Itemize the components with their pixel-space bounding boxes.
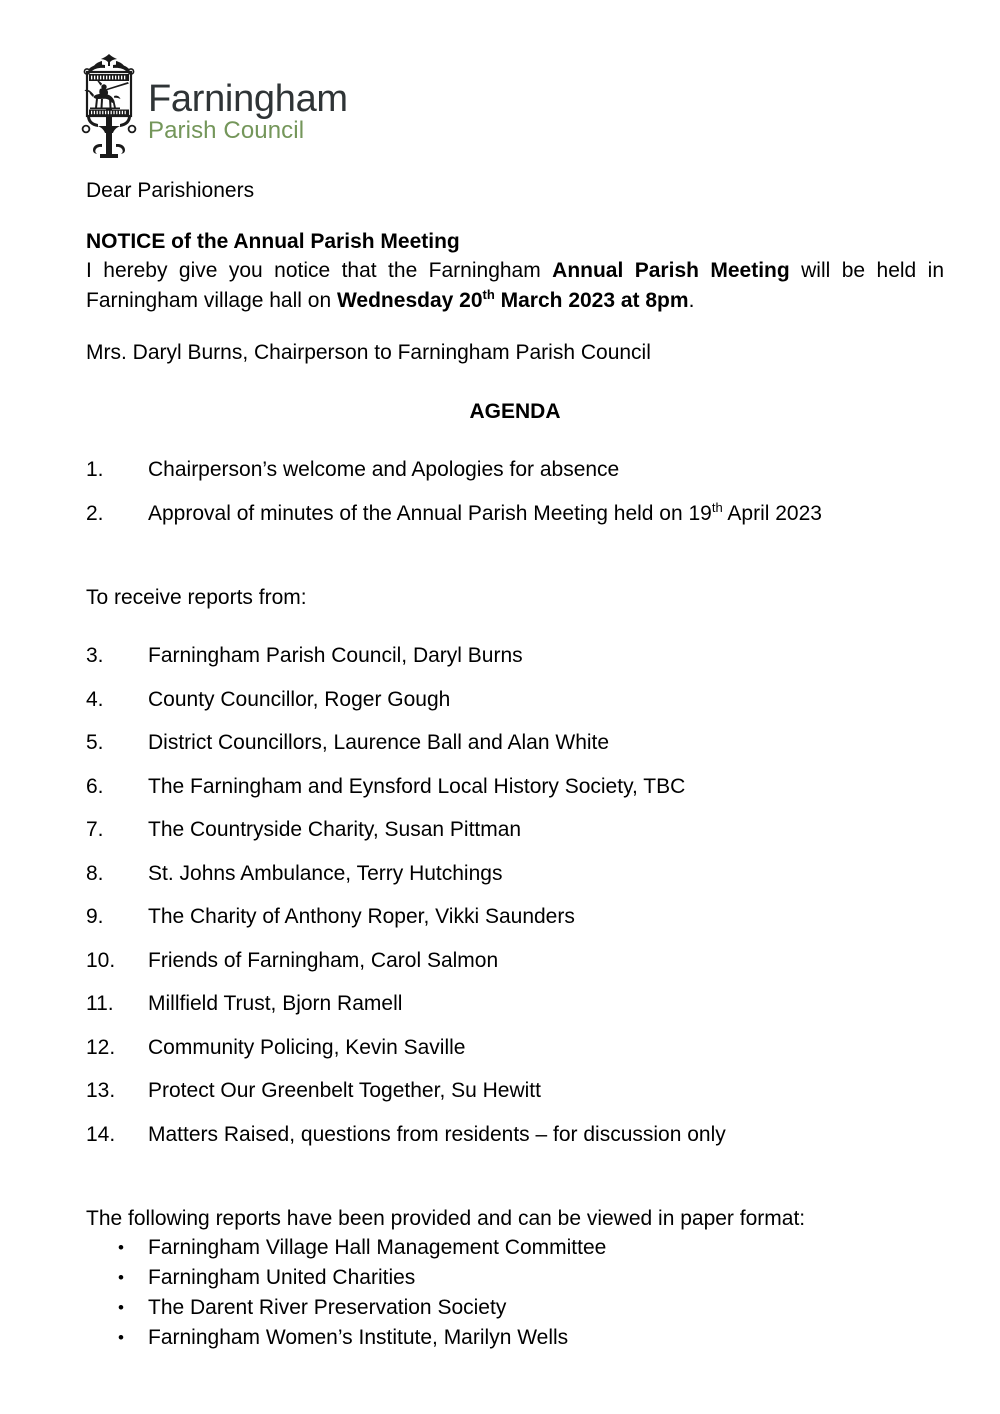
agenda-item-number: 14.	[86, 1122, 116, 1146]
list-item	[86, 1233, 944, 1262]
agenda-item-number: 10.	[86, 948, 116, 972]
agenda-item-number: 12.	[86, 1035, 116, 1059]
agenda-item-label: County Councillor, Roger Gough	[148, 687, 451, 711]
list-item-label: The Darent River Preservation Society	[148, 1296, 507, 1319]
meeting-date-post: March 2023 at 8pm	[494, 289, 689, 312]
agenda-item	[86, 642, 944, 670]
agenda-item	[86, 456, 944, 484]
agenda-item	[86, 990, 944, 1018]
notice-body	[86, 256, 944, 316]
agenda-item-label-pre: Approval of minutes of the Annual Parish Meeting held on 19	[148, 501, 712, 525]
agenda-item-number: 8.	[86, 861, 104, 885]
agenda-item	[86, 1121, 944, 1149]
agenda-item-label: District Councillors, Laurence Ball and Alan White	[148, 731, 610, 754]
agenda-item	[86, 1034, 944, 1062]
notice-heading: NOTICE of the Annual Parish Meeting	[86, 230, 460, 253]
notice-body-emphasis-date	[337, 289, 689, 312]
reports-intro: To receive reports from:	[86, 586, 307, 609]
list-item-label: Farningham Village Hall Management Committee	[148, 1236, 607, 1259]
organisation-name: Farningham	[148, 78, 348, 120]
agenda-item-label: Chairperson’s welcome and Apologies for absence	[148, 458, 620, 481]
agenda-item-number: 7.	[86, 818, 104, 841]
agenda-item-number: 9.	[86, 905, 104, 928]
agenda-item-number: 3.	[86, 644, 104, 667]
agenda-item-number: 11.	[86, 992, 114, 1015]
agenda-item-label: The Countryside Charity, Susan Pittman	[148, 818, 522, 841]
bullet-icon: •	[118, 1328, 124, 1347]
farningham-village-sign-icon	[78, 52, 140, 164]
agenda-item-label: The Charity of Anthony Roper, Vikki Saunders	[148, 905, 575, 928]
paper-reports-intro: The following reports have been provided and can be viewed in paper format:	[86, 1207, 806, 1230]
agenda-item	[86, 1077, 944, 1105]
notice-body-part3: .	[688, 289, 695, 312]
organisation-subtitle: Parish Council	[148, 117, 305, 144]
signatory: Mrs. Daryl Burns, Chairperson to Farningham Parish Council	[86, 341, 651, 364]
agenda-item-number: 1.	[86, 458, 104, 481]
list-item	[86, 1293, 944, 1322]
bullet-icon: •	[118, 1298, 124, 1317]
agenda-item-number: 4.	[86, 687, 104, 711]
letterhead	[78, 52, 348, 164]
agenda-item-label: Matters Raised, questions from residents – for discussion only	[148, 1122, 726, 1146]
salutation: Dear Parishioners	[86, 179, 255, 202]
agenda-list-primary	[86, 456, 944, 528]
bullet-icon: •	[118, 1268, 124, 1287]
notice-body-emphasis-meeting: Annual Parish Meeting	[552, 259, 790, 282]
agenda-item-number: 6.	[86, 774, 104, 798]
agenda-item-label-post: April 2023	[722, 501, 822, 525]
list-item	[86, 1263, 944, 1292]
notice-body-part2: will be held in Farningham village hall on	[86, 259, 944, 312]
agenda-item	[86, 816, 944, 844]
list-item-label: Farningham United Charities	[148, 1266, 416, 1289]
agenda-item-label: The Farningham and Eynsford Local History Society, TBC	[148, 774, 686, 798]
paper-reports-list	[86, 1233, 944, 1352]
agenda-item	[86, 729, 944, 757]
agenda-item	[86, 686, 944, 714]
agenda-item-label: Community Policing, Kevin Saville	[148, 1035, 466, 1059]
agenda-item	[86, 773, 944, 801]
agenda-item	[86, 947, 944, 975]
logo-wordmark	[148, 80, 348, 143]
agenda-item	[86, 500, 944, 528]
document-body	[86, 176, 944, 1353]
agenda-title: AGENDA	[469, 400, 561, 423]
list-item-label: Farningham Women’s Institute, Marilyn Wells	[148, 1326, 569, 1349]
agenda-item-label: Protect Our Greenbelt Together, Su Hewitt	[148, 1079, 541, 1102]
agenda-item-label: St. Johns Ambulance, Terry Hutchings	[148, 861, 503, 885]
agenda-item-label: Friends of Farningham, Carol Salmon	[148, 948, 499, 972]
meeting-date-ordinal: th	[482, 287, 495, 302]
agenda-item-number: 5.	[86, 731, 104, 754]
agenda-item	[86, 903, 944, 931]
agenda-item-ordinal: th	[711, 499, 723, 515]
bullet-icon: •	[118, 1238, 124, 1257]
agenda-item-label: Farningham Parish Council, Daryl Burns	[148, 644, 523, 667]
list-item	[86, 1323, 944, 1352]
meeting-date-pre: Wednesday 20	[336, 289, 483, 312]
agenda-item-label	[148, 499, 822, 525]
agenda-item-number: 2.	[86, 501, 104, 525]
notice-body-part1: I hereby give you notice that the Farningham	[86, 259, 553, 282]
agenda-item-label: Millfield Trust, Bjorn Ramell	[148, 992, 403, 1015]
agenda-item-number: 13.	[86, 1079, 116, 1102]
agenda-item	[86, 860, 944, 888]
agenda-list-reports	[86, 642, 944, 1149]
